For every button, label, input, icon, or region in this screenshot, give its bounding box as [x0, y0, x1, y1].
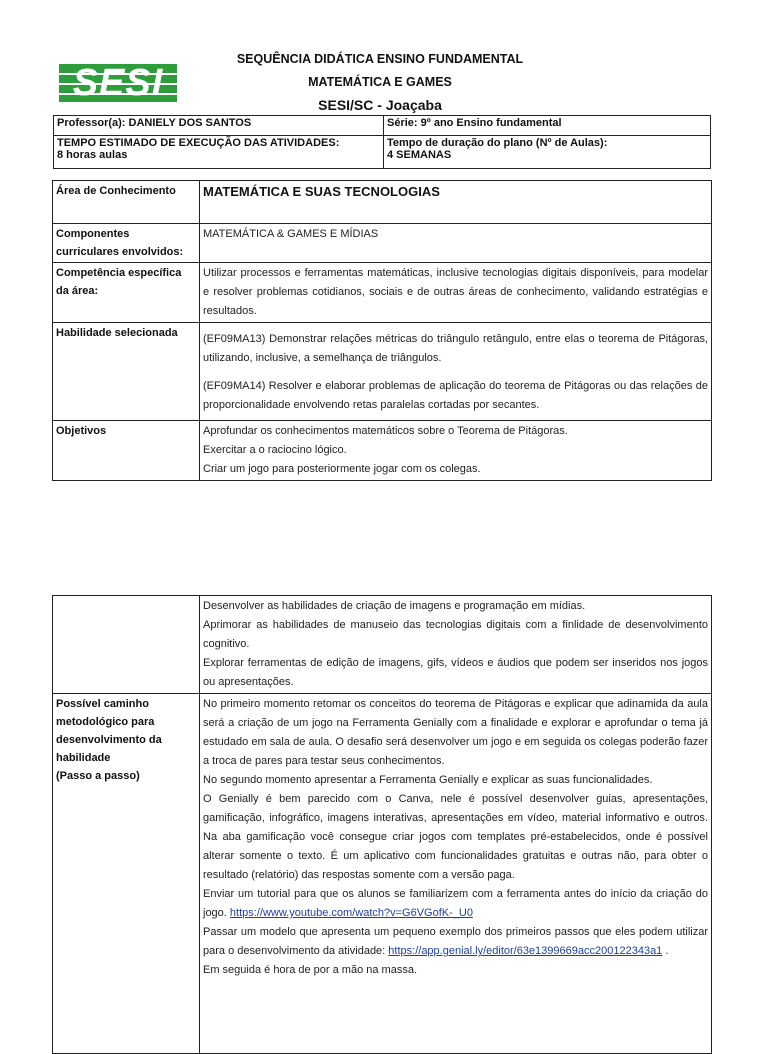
caminho-value [200, 694, 712, 1054]
document-subtitle: MATEMÁTICA E GAMES [308, 75, 452, 89]
objetivo-item: Criar um jogo para posteriormente jogar com os colegas. [203, 463, 481, 475]
objetivos-cont-value [200, 596, 712, 694]
caminho-label-3: desenvolvimento da [56, 734, 162, 746]
document-location: SESI/SC - Joaçaba [318, 97, 442, 113]
components-label [53, 224, 200, 263]
objetivos-cont-label [53, 596, 200, 694]
area-value-text: MATEMÁTICA E SUAS TECNOLOGIAS [203, 184, 440, 199]
sesi-logo-text: SESI [72, 64, 164, 102]
components-label-2: curriculares envolvidos: [56, 246, 184, 258]
objetivo-item: Exercitar a o raciocino lógico. [203, 444, 347, 456]
serie-cell: Série: 9º ano Ensino fundamental [384, 116, 711, 136]
passo-5-text: Passar um modelo que apresenta um pequeno exemplo dos primeiros passos que eles podem utilizar para o desenvolvimento da atividade: [203, 926, 708, 957]
duracao-cell [384, 136, 711, 169]
youtube-tutorial-link[interactable]: https://www.youtube.com/watch?v=G6VGofK-_U0 [229, 907, 473, 919]
passo-4 [203, 885, 708, 923]
area-value [200, 181, 712, 224]
objetivos-label: Objetivos [53, 421, 200, 481]
genially-model-link[interactable]: https://app.genial.ly/editor/63e1399669acc200122343a1 [388, 945, 663, 957]
passo-3: O Genially é bem parecido com o Canva, nele é possível desenvolver guias, apresentações, gamificação, infográfico, imagens interativas, apresentações em vídeo, material informativo e outros. Na aba gamificação você consegue criar jogos com templates pré-estabelecidos, onde é possível alterar somente o texto. É um aplicativo com funcionalidades gratuitas e outras não, para obter o resultado (relatório) das respostas somente com a versão paga. [203, 793, 708, 881]
tempo-label: TEMPO ESTIMADO DE EXECUÇÃO DAS ATIVIDADES: [57, 137, 340, 149]
plan-table [52, 180, 712, 481]
components-label-1: Componentes [56, 228, 130, 240]
sesi-logo [59, 64, 177, 102]
passo-6: Em seguida é hora de por a mão na massa. [203, 964, 418, 976]
objetivo-item: Desenvolver as habilidades de criação de imagens e programação em mídias. [203, 600, 586, 612]
objetivo-item: Aprofundar os conhecimentos matemáticos sobre o Teorema de Pitágoras. [203, 425, 568, 437]
duracao-value: 4 SEMANAS [387, 149, 452, 161]
objetivos-value [200, 421, 712, 481]
objetivo-item: Aprimorar as habilidades de manuseio das tecnologias digitais com a finlidade de desenvolvimento cognitivo. [203, 619, 708, 650]
habilidade-label: Habilidade selecionada [53, 323, 200, 421]
passo-2: No segundo momento apresentar a Ferramenta Genially e explicar as suas funcionalidades. [203, 774, 653, 786]
info-table [53, 115, 711, 169]
continued-table [52, 595, 712, 1054]
passo-4-text: Enviar um tutorial para que os alunos se familiarizem com a ferramenta antes do início da criação do jogo. [203, 888, 708, 919]
passo-1: No primeiro momento retomar os conceitos do teorema de Pitágoras e explicar que adinamida da aula será a criação de um jogo na Ferramenta Genially com a finalidade e explorar e aprofundar o tema já estudado em sala de aula. O desafio será desenvolver um jogo e em seguida os colegas poderão fazer a troca de pares para testar seus conhecimentos. [203, 698, 708, 767]
caminho-label-4: habilidade [56, 752, 111, 764]
caminho-label-1: Possível caminho [56, 698, 149, 710]
area-label: Área de Conhecimento [53, 181, 200, 224]
competencia-label [53, 263, 200, 323]
components-value: MATEMÁTICA & GAMES E MÍDIAS [200, 224, 712, 263]
professor-cell: Professor(a): DANIELY DOS SANTOS [54, 116, 384, 136]
passo-5-end: . [662, 945, 669, 957]
objetivo-item: Explorar ferramentas de edição de imagens, gifs, vídeos e áudios que podem ser inseridos nos jogos ou apresentações. [203, 657, 708, 688]
habilidade-2: (EF09MA14) Resolver e elaborar problemas de aplicação do teorema de Pitágoras ou das relações de proporcionalidade envolvendo retas paralelas cortadas por secantes. [203, 380, 708, 411]
document-title: SEQUÊNCIA DIDÁTICA ENSINO FUNDAMENTAL [236, 52, 524, 66]
caminho-label-2: metodológico para [56, 716, 155, 728]
competencia-label-1: Competência específica [56, 267, 182, 279]
competencia-label-2: da área: [56, 285, 99, 297]
passo-5 [203, 923, 708, 961]
caminho-label-5: (Passo a passo) [56, 770, 140, 782]
caminho-label [53, 694, 200, 1054]
habilidade-1: (EF09MA13) Demonstrar relações métricas do triângulo retângulo, entre elas o teorema de Pitágoras, utilizando, inclusive, a semelhança de triângulos. [203, 333, 708, 364]
tempo-value: 8 horas aulas [57, 149, 128, 161]
duracao-label: Tempo de duração do plano (Nº de Aulas): [387, 137, 608, 149]
habilidade-value [200, 323, 712, 421]
competencia-value: Utilizar processos e ferramentas matemáticas, inclusive tecnologias digitais disponíveis, para modelar e resolver problemas cotidianos, sociais e de outras áreas de conhecimento, validando estratégias e resultados. [200, 263, 712, 323]
tempo-cell [54, 136, 384, 169]
